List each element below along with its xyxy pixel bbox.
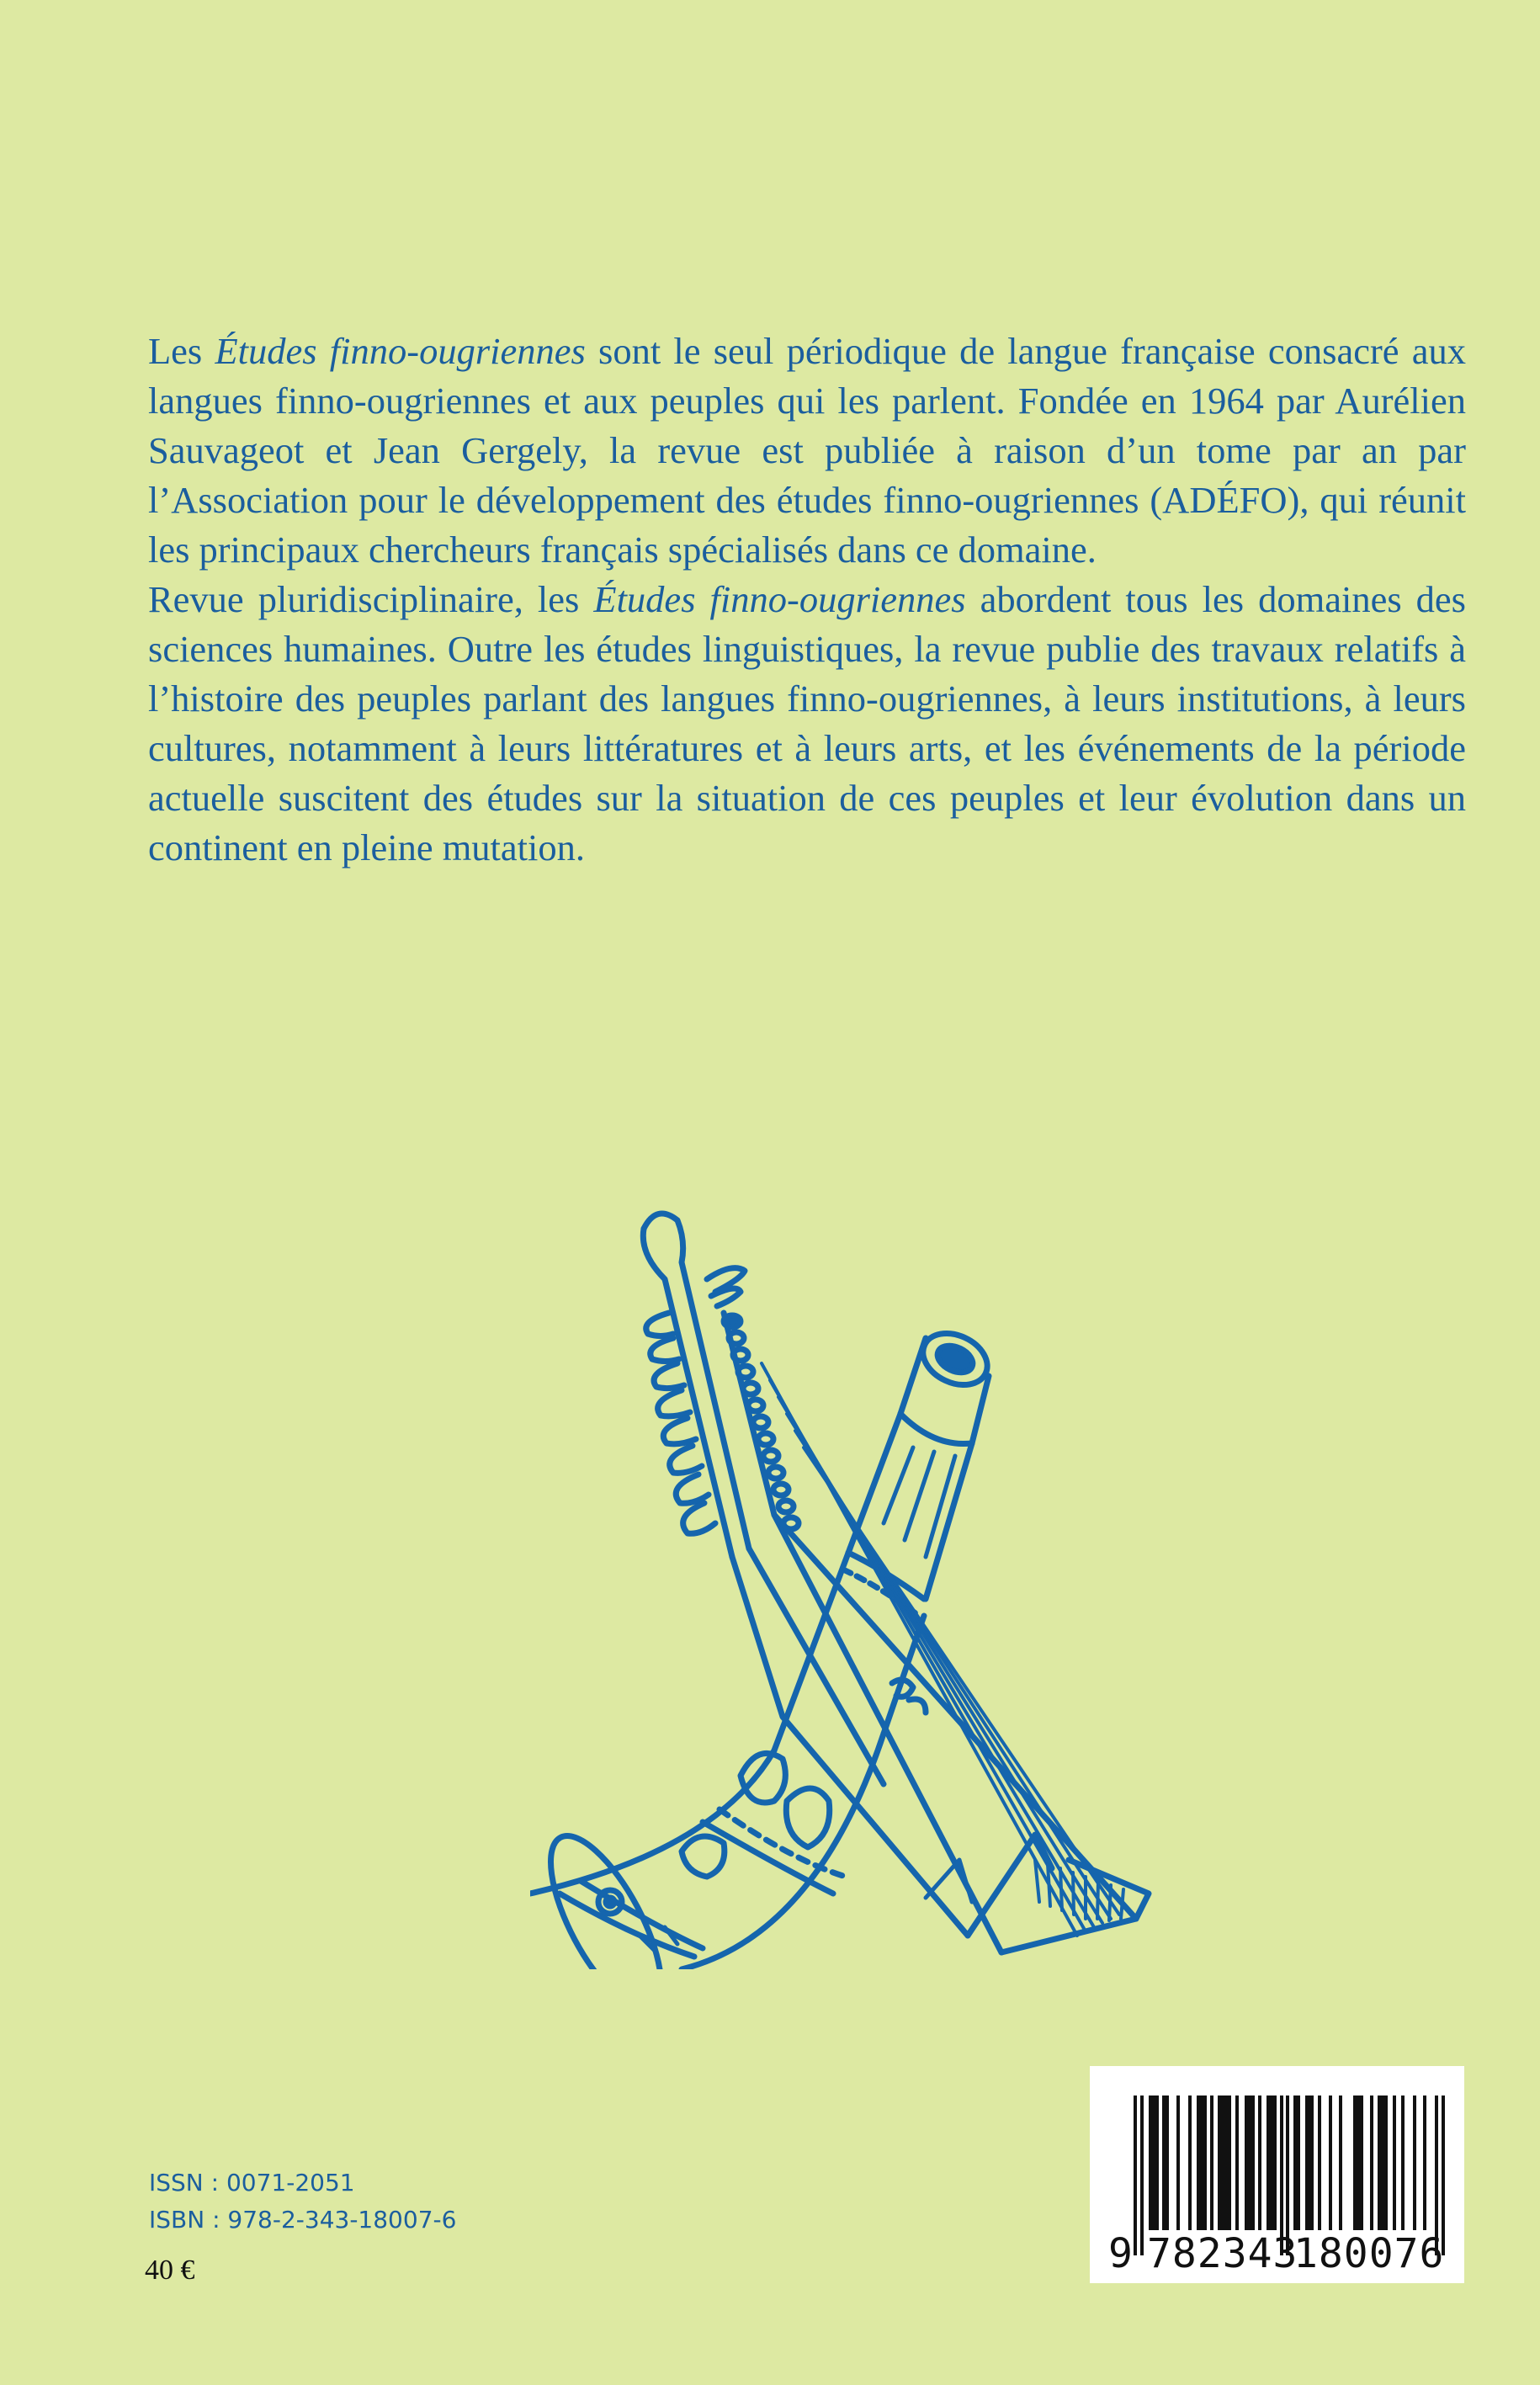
blurb-p1-body: sont le seul périodique de langue française consacré aux langues finno-ougriennes et aux peuples qui les parlent. Fondée en 1964 par Aurélien Sauvageot et Jean Gergely, la revue est publiée à raison d’un tome par an par l’Association pour le développement des études finno-ougriennes (ADÉFO), qui réunit les principaux chercheurs français spécialisés dans ce domaine. — [148, 330, 1466, 571]
barcode-first-digit: 9 — [1108, 2230, 1133, 2277]
barcode-digits — [1090, 2230, 1464, 2277]
blurb-p2-body: abordent tous les domaines des sciences humaines. Outre les études linguistiques, la revue publie des travaux relatifs à l’histoire des peuples parlant des langues finno-ougriennes, à leurs institutions, à leurs cultures, notamment à leurs littératures et à leurs arts, et les événements de la période actuelle suscitent des études sur la situation de ces peuples et leur évolution dans un continent en pleine mutation. — [148, 578, 1466, 868]
blurb-p2-prefix: Revue pluridisciplinaire, les — [148, 578, 594, 620]
barcode-right-group: 180076 — [1293, 2230, 1445, 2277]
price-label: 40 € — [145, 2255, 195, 2286]
isbn-label: ISBN : 978-2-343-18007-6 — [149, 2206, 457, 2234]
blurb-p1-prefix: Les — [148, 330, 215, 372]
journal-title-italic: Études finno-ougriennes — [215, 330, 586, 372]
issn-label: ISSN : 0071-2051 — [149, 2169, 355, 2196]
barcode-left-group: 782343 — [1147, 2230, 1298, 2277]
blurb-paragraph-1 — [148, 327, 1466, 575]
back-cover-blurb — [148, 327, 1466, 873]
kantele-and-horn-icon — [530, 1195, 1170, 1969]
blurb-paragraph-2 — [148, 575, 1466, 873]
kantele-and-horn-illustration — [530, 1195, 1170, 1969]
journal-title-italic: Études finno-ougriennes — [593, 578, 966, 620]
publication-identifiers — [149, 2165, 456, 2239]
isbn-barcode — [1090, 2066, 1464, 2283]
